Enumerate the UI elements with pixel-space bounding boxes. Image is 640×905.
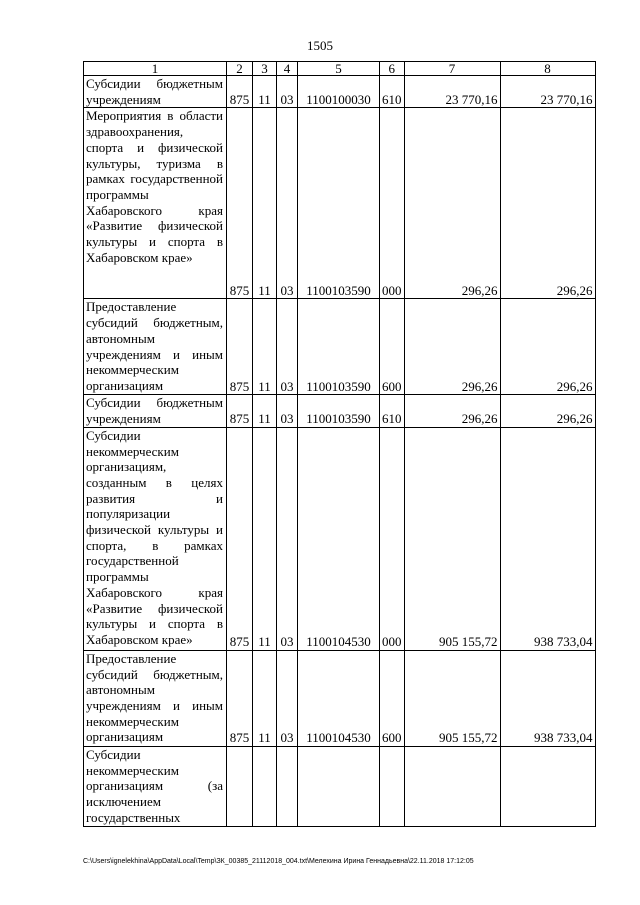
cell-target-article: 1100100030 xyxy=(298,76,380,108)
cell-amount-col7 xyxy=(404,746,500,826)
row-name: Субсидии бюджетным учреждениям xyxy=(84,76,227,108)
cell-amount-col7: 23 770,16 xyxy=(404,76,500,108)
column-header: 3 xyxy=(253,62,277,76)
cell-target-article: 1100103590 xyxy=(298,299,380,395)
cell-amount-col8: 938 733,04 xyxy=(500,650,595,746)
cell-ministry-code: 875 xyxy=(227,299,253,395)
cell-amount-col8: 938 733,04 xyxy=(500,427,595,650)
table-row xyxy=(84,299,596,395)
cell-target-article xyxy=(298,746,380,826)
column-header: 6 xyxy=(380,62,405,76)
cell-subsection xyxy=(277,746,298,826)
cell-target-article: 1100104530 xyxy=(298,650,380,746)
column-header: 2 xyxy=(227,62,253,76)
cell-subsection: 03 xyxy=(277,395,298,427)
cell-subsection: 03 xyxy=(277,427,298,650)
column-header: 4 xyxy=(277,62,298,76)
column-header: 7 xyxy=(404,62,500,76)
row-name: Предоставление субсидий бюджетным, автономным учреждениям и иным некоммерческим организациям xyxy=(84,650,227,746)
column-header: 5 xyxy=(298,62,380,76)
file-path-footer: C:\Users\ignelekhina\AppData\Local\Temp\ЗК_00385_21112018_004.txt\Мелехина Ирина Геннадьевна\22.11.2018 17:12:05 xyxy=(83,858,474,865)
cell-section: 11 xyxy=(253,650,277,746)
cell-ministry-code: 875 xyxy=(227,650,253,746)
cell-ministry-code: 875 xyxy=(227,108,253,299)
cell-expense-type: 610 xyxy=(380,395,405,427)
row-name: Предоставление субсидий бюджетным, автономным учреждениям и иным некоммерческим организациям xyxy=(84,299,227,395)
table-row xyxy=(84,427,596,650)
table-row xyxy=(84,76,596,108)
cell-target-article: 1100103590 xyxy=(298,395,380,427)
cell-ministry-code: 875 xyxy=(227,427,253,650)
cell-expense-type: 000 xyxy=(380,427,405,650)
cell-amount-col7: 905 155,72 xyxy=(404,427,500,650)
budget-table xyxy=(83,61,596,827)
column-header: 8 xyxy=(500,62,595,76)
cell-ministry-code: 875 xyxy=(227,395,253,427)
cell-section: 11 xyxy=(253,427,277,650)
cell-section: 11 xyxy=(253,395,277,427)
cell-expense-type: 610 xyxy=(380,76,405,108)
cell-ministry-code: 875 xyxy=(227,76,253,108)
cell-amount-col7: 296,26 xyxy=(404,299,500,395)
table-row xyxy=(84,108,596,299)
cell-amount-col8 xyxy=(500,746,595,826)
cell-subsection: 03 xyxy=(277,76,298,108)
cell-amount-col7: 296,26 xyxy=(404,108,500,299)
cell-amount-col7: 905 155,72 xyxy=(404,650,500,746)
row-name: Субсидии бюджетным учреждениям xyxy=(84,395,227,427)
row-name: Мероприятия в области здравоохранения, спорта и физической культуры, туризма в рамках государственной программы Хабаровского края «Развитие физической культуры и спорта в Хабаровском крае» xyxy=(84,108,227,299)
table-row xyxy=(84,395,596,427)
table-row xyxy=(84,746,596,826)
cell-subsection: 03 xyxy=(277,650,298,746)
row-name: Субсидии некоммерческим организациям, созданным в целях развития и популяризации физической культуры и спорта, в рамках государственной программы Хабаровского края «Развитие физической культуры и спорта в Хабаровском крае» xyxy=(84,427,227,650)
cell-subsection: 03 xyxy=(277,299,298,395)
cell-expense-type: 600 xyxy=(380,650,405,746)
cell-subsection: 03 xyxy=(277,108,298,299)
cell-target-article: 1100104530 xyxy=(298,427,380,650)
cell-expense-type: 000 xyxy=(380,108,405,299)
row-name: Субсидии некоммерческим организациям (за исключением государственных xyxy=(84,746,227,826)
cell-expense-type xyxy=(380,746,405,826)
cell-amount-col8: 296,26 xyxy=(500,299,595,395)
cell-target-article: 1100103590 xyxy=(298,108,380,299)
table-row xyxy=(84,650,596,746)
cell-ministry-code xyxy=(227,746,253,826)
page-number: 1505 xyxy=(307,38,333,53)
cell-amount-col8: 23 770,16 xyxy=(500,76,595,108)
cell-section: 11 xyxy=(253,108,277,299)
cell-amount-col8: 296,26 xyxy=(500,108,595,299)
cell-expense-type: 600 xyxy=(380,299,405,395)
table-header-row xyxy=(84,62,596,76)
cell-section: 11 xyxy=(253,76,277,108)
cell-amount-col8: 296,26 xyxy=(500,395,595,427)
cell-amount-col7: 296,26 xyxy=(404,395,500,427)
column-header: 1 xyxy=(84,62,227,76)
cell-section xyxy=(253,746,277,826)
cell-section: 11 xyxy=(253,299,277,395)
